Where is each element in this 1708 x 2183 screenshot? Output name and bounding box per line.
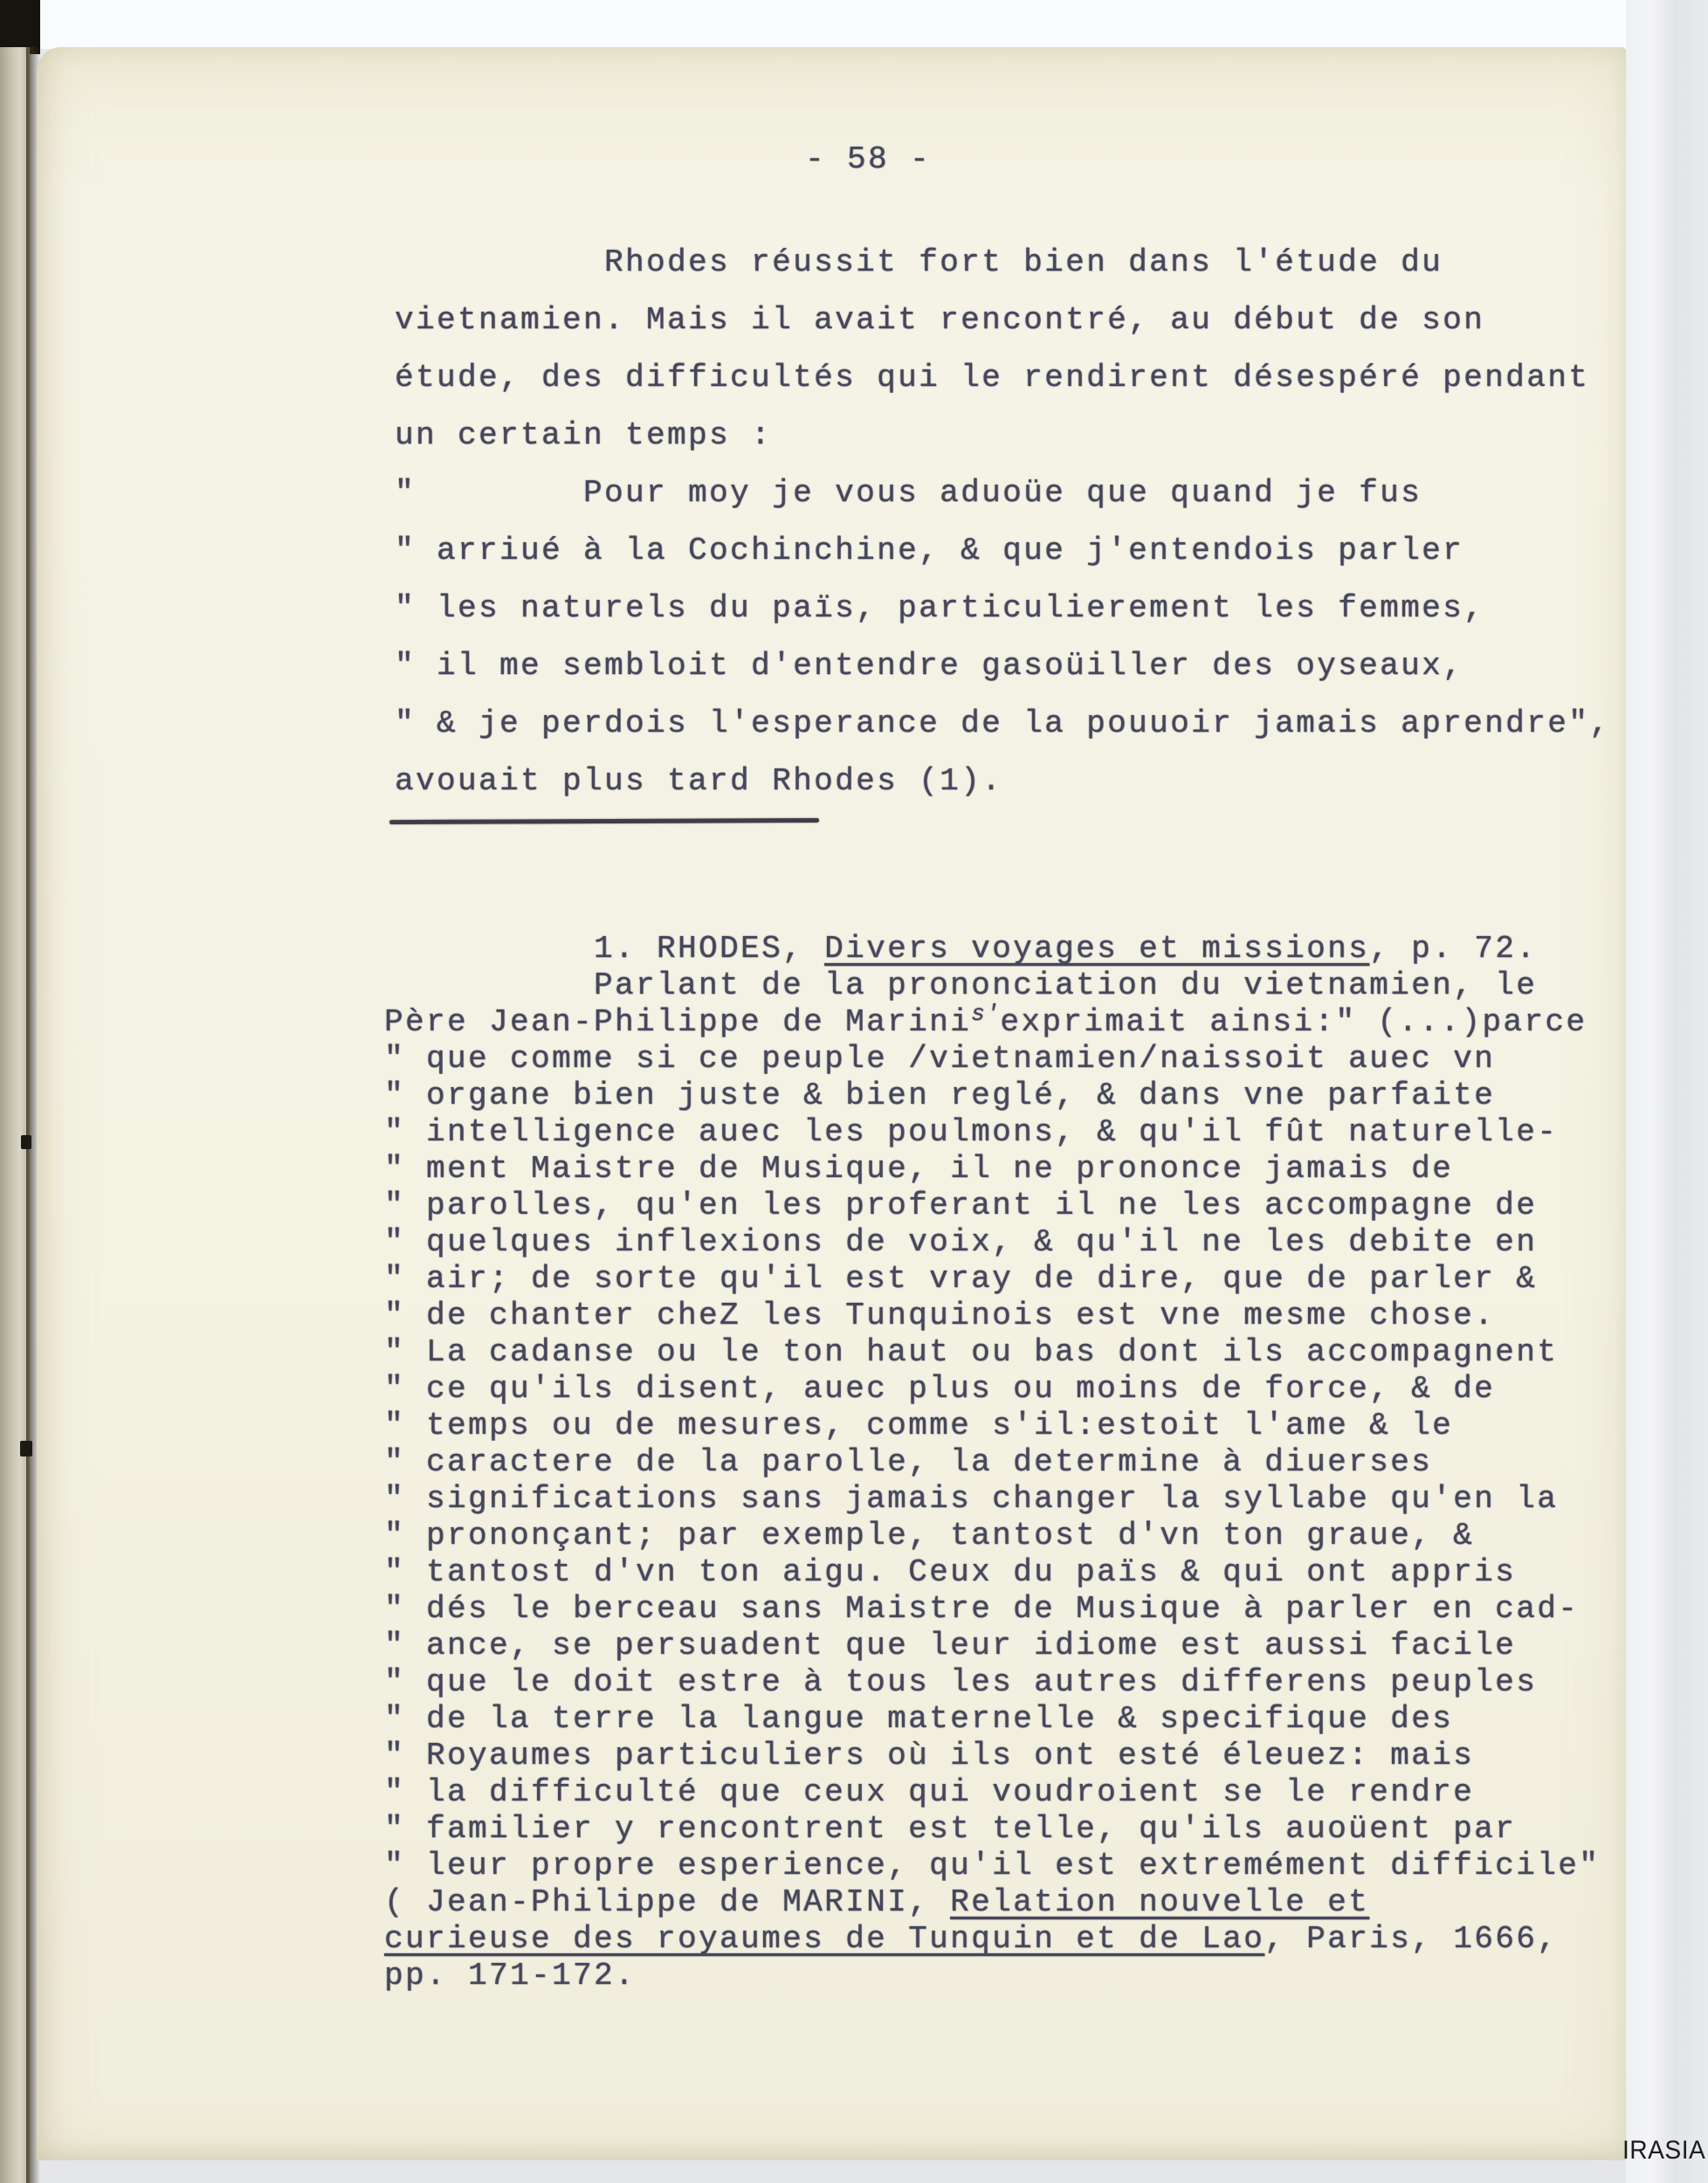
typed-line — [384, 1958, 1600, 1994]
underlined-title-text: curieuse des royaumes de Tunquin et de Lao — [384, 1921, 1265, 1957]
typed-line — [384, 1001, 1600, 1041]
typed-text: " significations sans jamais changer la syllabe qu'en la — [384, 1481, 1559, 1517]
typed-line — [395, 292, 1610, 349]
typed-line — [395, 349, 1610, 407]
typed-text: " quelques inflexions de voix, & qu'il ne les debite en — [384, 1224, 1538, 1260]
scanner-background-top — [0, 0, 1708, 49]
typed-line — [384, 1298, 1600, 1334]
typed-text: " La cadanse ou le ton haut ou bas dont ils accompagnent — [384, 1334, 1559, 1370]
typed-line — [384, 1774, 1600, 1811]
typed-text: " de la terre la langue maternelle & specifique des — [384, 1701, 1454, 1737]
typed-line — [384, 1408, 1600, 1444]
irasia-watermark: IRASIA — [1622, 2136, 1706, 2165]
typed-line — [384, 931, 1600, 968]
footnote-separator-line — [389, 818, 819, 824]
typed-line — [384, 1444, 1600, 1481]
typed-text: avouait plus tard Rhodes (1). — [395, 763, 1003, 799]
typed-line — [395, 753, 1610, 810]
underlined-title-text: Divers voyages et missions — [824, 931, 1370, 967]
typed-text: " dés le berceau sans Maistre de Musique à parler en cad- — [384, 1591, 1580, 1627]
typed-line — [395, 637, 1610, 695]
typed-text: " ment Maistre de Musique, il ne prononce jamais de — [384, 1151, 1454, 1187]
scanner-background-right — [1626, 0, 1708, 2183]
typed-text: " caractere de la parolle, la determine à diuerses — [384, 1444, 1433, 1480]
typed-text: étude, des difficultés qui le rendirent désespéré pendant — [395, 360, 1590, 396]
book-cover-corner — [0, 0, 40, 54]
typed-text: " ce qu'ils disent, auec plus ou moins de force, & de — [384, 1371, 1496, 1407]
typed-line — [384, 1848, 1600, 1884]
page-number: - 58 - — [805, 141, 932, 177]
typed-text: , p. 72. — [1369, 931, 1538, 967]
typed-text: , Paris, 1666, — [1264, 1921, 1559, 1957]
typed-text: " intelligence auec les poulmons, & qu'il fût naturelle- — [384, 1114, 1559, 1150]
typed-text: " Pour moy je vous aduoüe que quand je fus — [395, 475, 1422, 511]
typed-line — [395, 407, 1610, 465]
typed-line — [384, 1591, 1600, 1628]
handwritten-insertion: s' — [971, 1001, 1001, 1027]
typed-line — [384, 1884, 1600, 1921]
typed-text: " Royaumes particuliers où ils ont esté éleuez: mais — [384, 1738, 1475, 1773]
typed-text: " arriué à la Cochinchine, & que j'entendois parler — [395, 533, 1464, 568]
typed-text: " parolles, qu'en les proferant il ne les accompagne de — [384, 1188, 1538, 1223]
typed-line — [384, 1041, 1600, 1078]
typed-line — [384, 1261, 1600, 1298]
typed-text: " tantost d'vn ton aigu. Ceux du païs & qui ont appris — [384, 1554, 1517, 1590]
typed-text: " & je perdois l'esperance de la pouuoir jamais aprendre", — [395, 706, 1611, 741]
typed-line — [384, 1188, 1600, 1224]
typed-text: Père Jean-Philippe de Marini — [384, 1004, 972, 1040]
typed-text: " ance, se persuadent que leur idiome est aussi facile — [384, 1628, 1517, 1663]
footnote-block — [384, 931, 1600, 1994]
underlined-title-text: Relation nouvelle et — [950, 1884, 1370, 1920]
typed-line — [384, 1518, 1600, 1554]
typed-line — [395, 465, 1610, 522]
typed-line — [384, 1371, 1600, 1408]
typed-text: " temps ou de mesures, comme s'il:estoit l'ame & le — [384, 1408, 1454, 1443]
typed-text: ( Jean-Philippe de MARINI, — [384, 1884, 951, 1920]
typed-text: " air; de sorte qu'il est vray de dire, que de parler & — [384, 1261, 1538, 1297]
typed-line — [384, 1701, 1600, 1738]
typed-line — [384, 1481, 1600, 1518]
typed-line — [384, 1114, 1600, 1151]
typed-text: " prononçant; par exemple, tantost d'vn ton graue, & — [384, 1518, 1475, 1553]
typed-text: " organe bien juste & bien reglé, & dans vne parfaite — [384, 1078, 1496, 1113]
typed-text: " il me sembloit d'entendre gasoüiller des oyseaux, — [395, 648, 1464, 684]
typed-line — [384, 1151, 1600, 1188]
typed-line — [384, 1628, 1600, 1664]
typed-text: pp. 171-172. — [384, 1958, 637, 1994]
typed-text: 1. RHODES, — [384, 931, 825, 967]
typed-text: " leur propre esperience, qu'il est extremément difficile" — [384, 1848, 1601, 1883]
typewritten-page — [37, 47, 1626, 2160]
typed-text: vietnamien. Mais il avait rencontré, au début de son — [395, 302, 1485, 338]
typed-text: Rhodes réussit fort bien dans l'étude du — [395, 244, 1443, 280]
typed-text: un certain temps : — [395, 417, 773, 453]
typed-line — [395, 695, 1610, 753]
typed-text: " que le doit estre à tous les autres differens peuples — [384, 1664, 1538, 1700]
typed-text: exprimait ainsi:" (...)parce — [1000, 1004, 1587, 1040]
typed-line — [384, 1554, 1600, 1591]
typed-text: " les naturels du païs, particulierement les femmes, — [395, 590, 1485, 626]
typed-text: " que comme si ce peuple /vietnamien/naissoit auec vn — [384, 1041, 1496, 1077]
typed-line — [384, 1738, 1600, 1774]
typed-line — [395, 580, 1610, 637]
typed-text: " familier y rencontrent est telle, qu'ils auoüent par — [384, 1811, 1517, 1847]
typed-text: Parlant de la prononciation du vietnamien, le — [384, 968, 1538, 1003]
typed-line — [384, 1224, 1600, 1261]
main-paragraph — [395, 234, 1610, 810]
typed-line — [384, 1078, 1600, 1114]
scanner-background-bottom — [30, 2160, 1626, 2183]
typed-line — [395, 522, 1610, 580]
binding-stitch — [20, 1441, 32, 1456]
typed-line — [384, 1664, 1600, 1701]
typed-text: " de chanter cheZ les Tunquinois est vne mesme chose. — [384, 1298, 1496, 1333]
curled-page-edge — [0, 47, 30, 2183]
typed-line — [384, 1811, 1600, 1848]
typed-line — [395, 234, 1610, 292]
typed-line — [384, 1334, 1600, 1371]
typed-line — [384, 1921, 1600, 1958]
binding-stitch — [21, 1135, 31, 1149]
typed-text: " la difficulté que ceux qui voudroient se le rendre — [384, 1774, 1475, 1810]
